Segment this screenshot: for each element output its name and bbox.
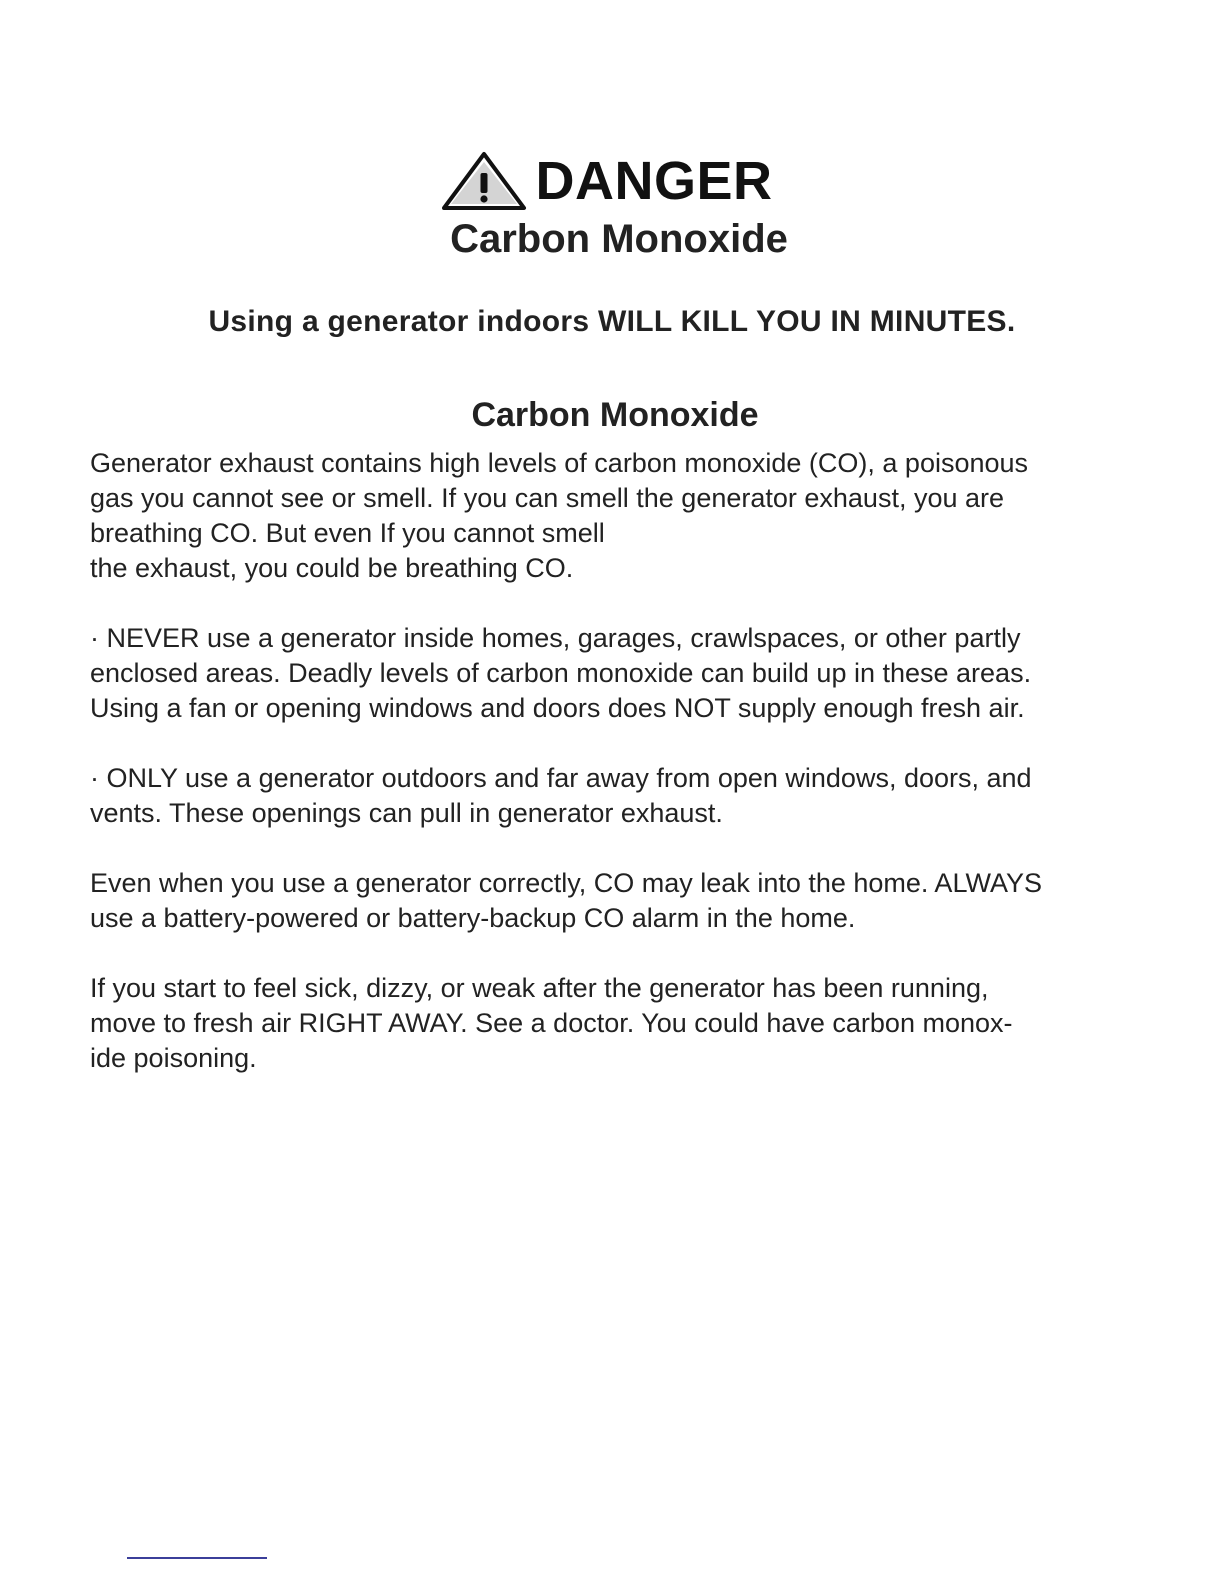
paragraph-line: move to fresh air RIGHT AWAY. See a doctor. You could have carbon monox- [90,1008,1013,1038]
paragraph-never-indoors [90,621,1150,726]
paragraph-line: enclosed areas. Deadly levels of carbon monoxide can build up in these areas. [90,658,1032,688]
paragraph-line: breathing CO. But even If you cannot smell [90,518,605,548]
paragraph-line: vents. These openings can pull in generator exhaust. [90,798,723,828]
paragraph-intro [90,446,1150,586]
paragraph-line: Using a fan or opening windows and doors does NOT supply enough fresh air. [90,693,1025,723]
paragraph-line: Even when you use a generator correctly, CO may leak into the home. ALWAYS [90,868,1042,898]
footer-rule [127,1557,267,1559]
paragraph-line: Generator exhaust contains high levels of carbon monoxide (CO), a poisonous [90,448,1029,478]
section-title: Carbon Monoxide [471,396,759,434]
paragraph-line: use a battery-powered or battery-backup CO alarm in the home. [90,903,856,933]
signal-word: DANGER [535,151,773,211]
danger-signal-line [0,148,1224,214]
paragraph-line: · ONLY use a generator outdoors and far away from open windows, doors, and [90,763,1032,793]
hazard-subtitle: Carbon Monoxide [450,217,788,261]
paragraph-only-outdoors [90,761,1150,831]
paragraph-symptoms [90,971,1150,1076]
paragraph-line: gas you cannot see or smell. If you can smell the generator exhaust, you are [90,483,1005,513]
warning-statement: Using a generator indoors WILL KILL YOU IN MINUTES. [208,305,1016,338]
paragraph-line: If you start to feel sick, dizzy, or weak after the generator has been running, [90,973,989,1003]
paragraph-line: ide poisoning. [90,1043,257,1073]
danger-header [0,148,1224,264]
paragraph-line: · NEVER use a generator inside homes, garages, crawlspaces, or other partly [90,623,1021,653]
warning-triangle-icon [441,151,527,211]
paragraph-line: the exhaust, you could be breathing CO. [90,553,574,583]
paragraph-co-alarm [90,866,1150,936]
